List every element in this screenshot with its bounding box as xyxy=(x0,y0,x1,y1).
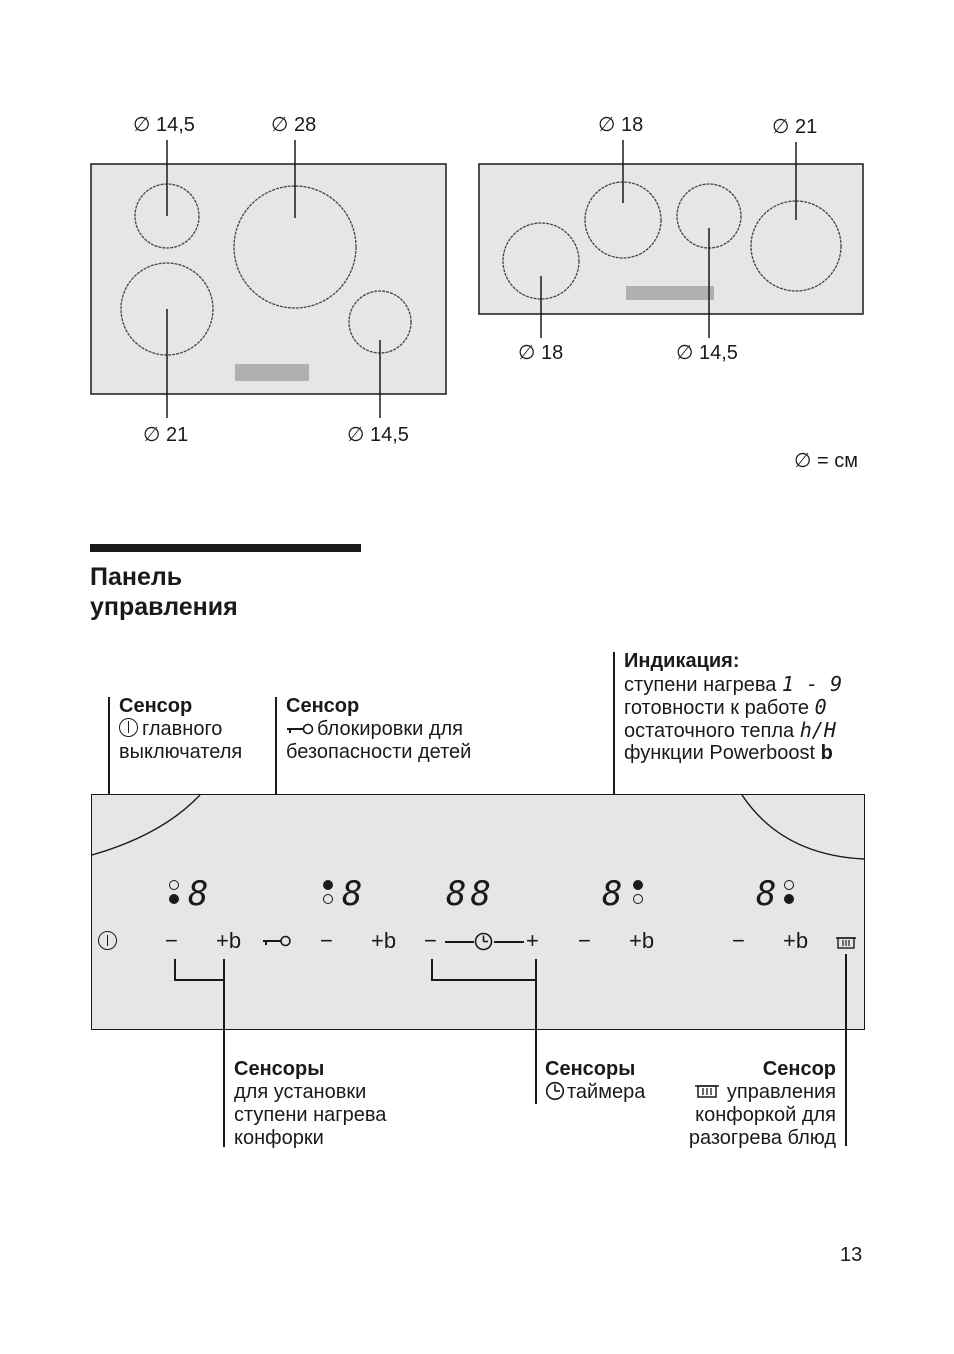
power-icon xyxy=(119,718,138,737)
indication-heading: Индикация: xyxy=(624,650,740,672)
timer-plus-button[interactable]: + xyxy=(526,928,539,953)
zone3-indicator-bottom xyxy=(633,894,643,904)
hob-right-label-zone-1: ∅ 18 xyxy=(518,342,564,364)
main-switch-line2: выключателя xyxy=(119,741,243,763)
hob-left-label-small-top: ∅ 14,5 xyxy=(133,114,195,136)
indication-line3: остаточного тепла h/H xyxy=(624,718,836,742)
main-switch-line1: главного xyxy=(119,718,222,741)
zone4-display: 8 xyxy=(756,874,781,914)
leader-warming xyxy=(845,954,847,1146)
leader-timer-sensors xyxy=(535,959,537,1104)
hob-left-surface xyxy=(91,164,446,394)
leader-zone1-minus xyxy=(174,959,176,979)
timer-clock-icon xyxy=(474,932,493,951)
child-lock-line2: безопасности детей xyxy=(286,741,472,763)
main-switch-button[interactable] xyxy=(98,931,117,950)
hob-left-control-strip xyxy=(235,364,309,381)
leader-heat-sensors xyxy=(223,959,225,1147)
zone4-indicator-bottom xyxy=(784,894,794,904)
zone3-plus-boost-button[interactable]: +b xyxy=(629,928,655,953)
warming-icon xyxy=(695,1082,719,1099)
zone1-display: 8 xyxy=(188,874,213,914)
heat-sensors-line2: ступени нагрева xyxy=(234,1104,387,1126)
section-rule xyxy=(90,544,361,552)
hob-left-label-large: ∅ 28 xyxy=(271,114,317,136)
hob-diagrams xyxy=(0,0,954,480)
zone2-indicator-bottom xyxy=(323,894,333,904)
main-switch-heading: Сенсор xyxy=(119,695,193,717)
warming-heading: Сенсор xyxy=(762,1058,836,1080)
leader-zone1-bridge xyxy=(174,979,224,981)
timer-sensors-heading: Сенсоры xyxy=(545,1058,636,1080)
zone4-indicator-top xyxy=(784,880,794,890)
zone3-display: 8 xyxy=(602,874,627,914)
leader-timer-bridge xyxy=(431,979,536,981)
leader-timer-minus xyxy=(431,959,433,979)
power-icon xyxy=(107,935,109,946)
section-title-line1: Панель xyxy=(90,563,183,591)
indication-line2: готовности к работе 0 xyxy=(624,695,827,719)
section-title-line2: управления xyxy=(90,593,238,621)
zone3-indicator-top xyxy=(633,880,643,890)
zone1-plus-boost-button[interactable]: +b xyxy=(216,928,242,953)
zone1-minus-button[interactable]: − xyxy=(165,928,178,953)
zone2-display: 8 xyxy=(342,874,367,914)
timer-connector-right xyxy=(494,941,524,943)
zone4-minus-button[interactable]: − xyxy=(732,928,745,953)
heat-sensors-line3: конфорки xyxy=(234,1127,324,1149)
hob-right-label-zone-2: ∅ 18 xyxy=(598,114,644,136)
hob-left-label-small-bottom: ∅ 14,5 xyxy=(347,424,409,446)
zone2-indicator-top xyxy=(323,880,333,890)
indication-line1: ступени нагрева 1 - 9 xyxy=(624,672,843,696)
warming-line2: конфоркой для xyxy=(695,1104,836,1126)
warming-line3: разогрева блюд xyxy=(688,1127,836,1149)
zone4-plus-boost-button[interactable]: +b xyxy=(783,928,809,953)
warming-line1: управления xyxy=(695,1081,836,1104)
hob-right-label-zone-4: ∅ 21 xyxy=(772,116,818,138)
page-number: 13 xyxy=(840,1244,863,1266)
hob-right-control-strip xyxy=(626,286,714,300)
zone2-minus-button[interactable]: − xyxy=(320,928,333,953)
clock-icon xyxy=(545,1081,565,1101)
zone2-plus-boost-button[interactable]: +b xyxy=(371,928,397,953)
heat-sensors-heading: Сенсоры xyxy=(234,1058,325,1080)
timer-connector-left xyxy=(445,941,474,943)
hob-left-label-medium: ∅ 21 xyxy=(143,424,189,446)
zone1-indicator-top xyxy=(169,880,179,890)
unit-note: ∅ = см xyxy=(794,450,858,472)
zone3-minus-button[interactable]: − xyxy=(578,928,591,953)
child-lock-line1: блокировки для xyxy=(286,718,463,741)
timer-display: 88 xyxy=(446,874,495,914)
indication-line4: функции Powerboost b xyxy=(624,742,833,764)
timer-minus-button[interactable]: − xyxy=(424,928,437,953)
key-icon xyxy=(286,722,314,736)
child-lock-button[interactable] xyxy=(262,934,292,948)
timer-sensors-line1: таймера xyxy=(545,1081,645,1104)
heat-sensors-line1: для установки xyxy=(234,1081,367,1103)
zone1-indicator-bottom xyxy=(169,894,179,904)
hob-right-label-zone-3: ∅ 14,5 xyxy=(676,342,738,364)
warming-zone-button[interactable] xyxy=(836,934,856,950)
child-lock-heading: Сенсор xyxy=(286,695,360,717)
